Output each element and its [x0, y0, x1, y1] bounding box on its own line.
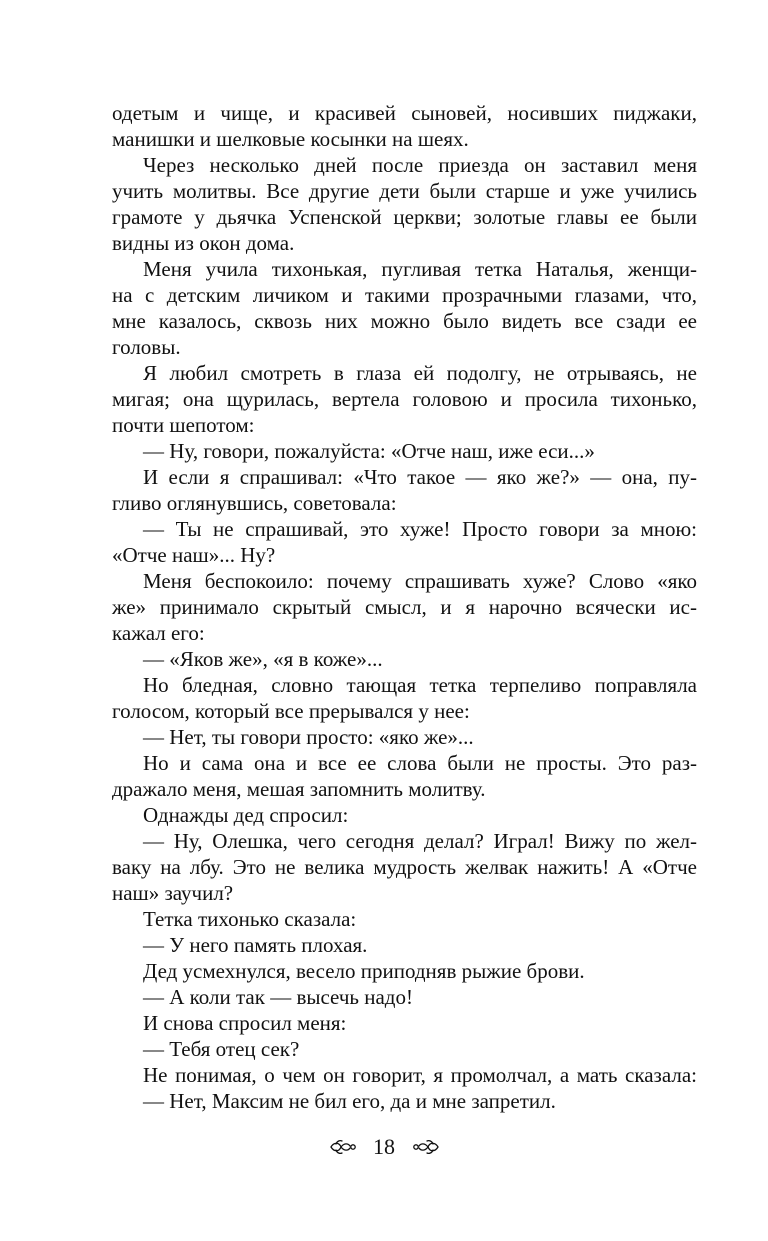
text-line: И если я спрашивал: «Что такое — яко же?» — она, пу-	[143, 465, 697, 489]
text-line: на с детским личиком и такими прозрачными глазами, что,	[112, 283, 697, 307]
page-footer	[0, 1132, 768, 1162]
text-line: кажал его:	[112, 621, 205, 645]
text-line: ваку на лбу. Это не велика мудрость желвак нажить! А «Отче	[112, 855, 697, 879]
text-line: головы.	[112, 335, 181, 359]
text-line: же» принимало скрытый смысл, и я нарочно всячески ис-	[112, 595, 697, 619]
page-number: 18	[373, 1134, 395, 1159]
text-line: учить молитвы. Все другие дети были старше и уже учились	[112, 179, 697, 203]
fleuron-icon	[411, 1138, 441, 1156]
text-line: дражало меня, мешая запомнить молитву.	[112, 777, 486, 801]
text-line: Дед усмехнулся, весело приподняв рыжие брови.	[143, 959, 585, 983]
text-line: — Ты не спрашивай, это хуже! Просто говори за мною:	[143, 517, 697, 541]
text-line: Я любил смотреть в глаза ей подолгу, не отрываясь, не	[143, 361, 697, 385]
text-line: наш» заучил?	[112, 881, 234, 905]
text-line: Меня учила тихонькая, пугливая тетка Наталья, женщи-	[143, 257, 697, 281]
text-line: голосом, который все прерывался у нее:	[112, 699, 470, 723]
text-line: — Ну, говори, пожалуйста: «Отче наш, иже еси...»	[143, 439, 595, 463]
text-line: Меня беспокоило: почему спрашивать хуже? Слово «яко	[143, 569, 697, 593]
text-line: Тетка тихонько сказала:	[143, 907, 357, 931]
text-line: И снова спросил меня:	[143, 1011, 347, 1035]
text-line: Не понимая, о чем он говорит, я промолчал, а мать сказала:	[143, 1063, 697, 1087]
text-line: Через несколько дней после приезда он заставил меня	[143, 153, 697, 177]
text-line: — «Яков же», «я в коже»...	[143, 647, 383, 671]
text-line: Но и сама она и все ее слова были не просты. Это раз-	[143, 751, 697, 775]
text-line: — Ну, Олешка, чего сегодня делал? Играл! Вижу по жел-	[143, 829, 697, 853]
text-line: мне казалось, сквозь них можно было видеть все сзади ее	[112, 309, 697, 333]
text-line: Однажды дед спросил:	[143, 803, 349, 827]
text-line: — А коли так — высечь надо!	[143, 985, 413, 1009]
text-line: мигая; она щурилась, вертела головою и просила тихонько,	[112, 387, 697, 411]
text-line: — Нет, Максим не бил его, да и мне запретил.	[143, 1089, 556, 1113]
text-line: «Отче наш»... Ну?	[112, 543, 276, 567]
text-line: манишки и шелковые косынки на шеях.	[112, 127, 469, 151]
text-line: видны из окон дома.	[112, 231, 295, 255]
text-line: грамоте у дьячка Успенской церкви; золотые главы ее были	[112, 205, 697, 229]
text-line: гливо оглянувшись, советовала:	[112, 491, 397, 515]
text-line: — У него память плохая.	[143, 933, 368, 957]
text-block	[112, 100, 697, 1190]
text-line: одетым и чище, и красивей сыновей, носивших пиджаки,	[112, 101, 697, 125]
text-line: — Нет, ты говори просто: «яко же»...	[143, 725, 474, 749]
text-line: Но бледная, словно тающая тетка терпеливо поправляла	[143, 673, 697, 697]
text-line: почти шепотом:	[112, 413, 255, 437]
text-line: — Тебя отец сек?	[143, 1037, 300, 1061]
fleuron-icon	[328, 1138, 358, 1156]
